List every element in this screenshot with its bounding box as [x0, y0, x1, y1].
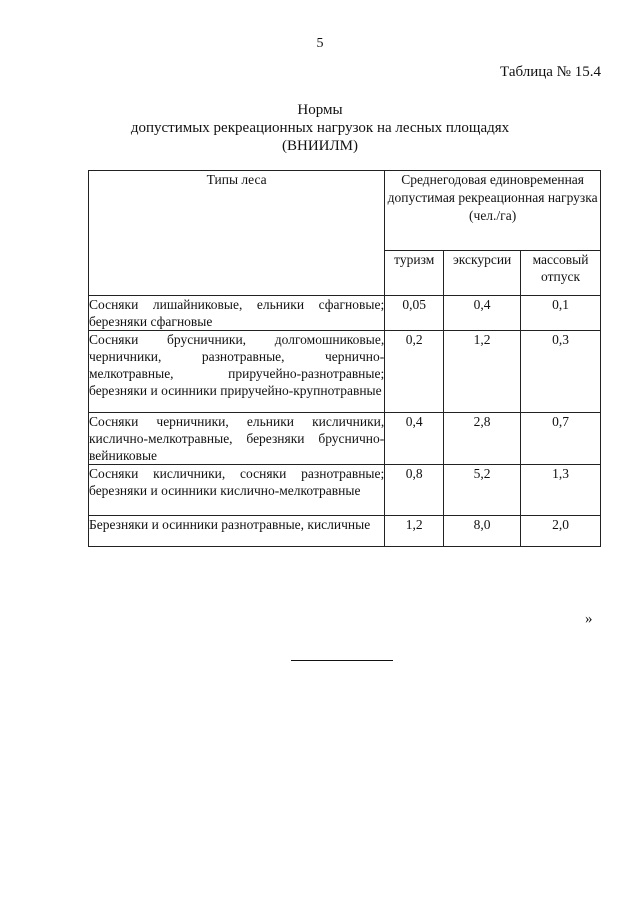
excursions-value: 1,2 — [444, 331, 521, 413]
mass-rest-value: 0,1 — [521, 296, 601, 331]
table-row — [89, 516, 601, 547]
mass-rest-value: 0,3 — [521, 331, 601, 413]
table-label: Таблица № 15.4 — [500, 64, 601, 80]
forest-type-cell: Березняки и осинники разнотравные, кисличные — [89, 516, 385, 547]
forest-type-cell: Сосняки кисличники, сосняки разнотравные; березняки и осинники кислично-мелкотравные — [89, 465, 385, 516]
table-row — [89, 465, 601, 516]
excursions-value: 0,4 — [444, 296, 521, 331]
tourism-value: 1,2 — [385, 516, 444, 547]
forest-type-cell: Сосняки брусничники, долгомошниковые, черничники, разнотравные, чернично-мелкотравные, приручейно-разнотравные; березняки и осинники приручейно-крупнотравные — [89, 331, 385, 413]
end-divider-line — [291, 660, 393, 661]
header-forest-types: Типы леса — [89, 171, 385, 296]
title-line-3: (ВНИИЛМ) — [281, 138, 358, 154]
tourism-value: 0,2 — [385, 331, 444, 413]
tourism-value: 0,8 — [385, 465, 444, 516]
forest-type-cell: Сосняки лишайниковые, ельники сфагновые; березняки сфагновые — [89, 297, 385, 329]
mass-rest-value: 2,0 — [521, 516, 601, 547]
title-line-2: допустимых рекреационных нагрузок на лесных площадях — [130, 120, 510, 136]
header-excursions: экскурсии — [444, 251, 521, 296]
header-load-group: Среднегодовая единовременная допустимая рекреационная нагрузка (чел./га) — [385, 171, 601, 251]
excursions-value: 8,0 — [444, 516, 521, 547]
mass-rest-value: 1,3 — [521, 465, 601, 516]
tourism-value: 0,4 — [385, 413, 444, 465]
recreational-load-norms-table — [88, 170, 601, 547]
table-row — [89, 296, 601, 331]
table-row — [89, 331, 601, 413]
excursions-value: 2,8 — [444, 413, 521, 465]
title-line-1: Нормы — [297, 102, 343, 118]
table-row — [89, 413, 601, 465]
table-title — [0, 101, 640, 155]
excursions-value: 5,2 — [444, 465, 521, 516]
closing-quote: » — [585, 611, 593, 627]
header-tourism: туризм — [385, 251, 444, 296]
tourism-value: 0,05 — [385, 296, 444, 331]
forest-type-cell: Сосняки черничники, ельники кисличники, кислично-мелкотравные, березняки бруснично-вейниковые — [89, 414, 385, 463]
mass-rest-value: 0,7 — [521, 413, 601, 465]
header-mass-rest: массовый отпуск — [521, 251, 601, 296]
page-number: 5 — [316, 36, 324, 51]
